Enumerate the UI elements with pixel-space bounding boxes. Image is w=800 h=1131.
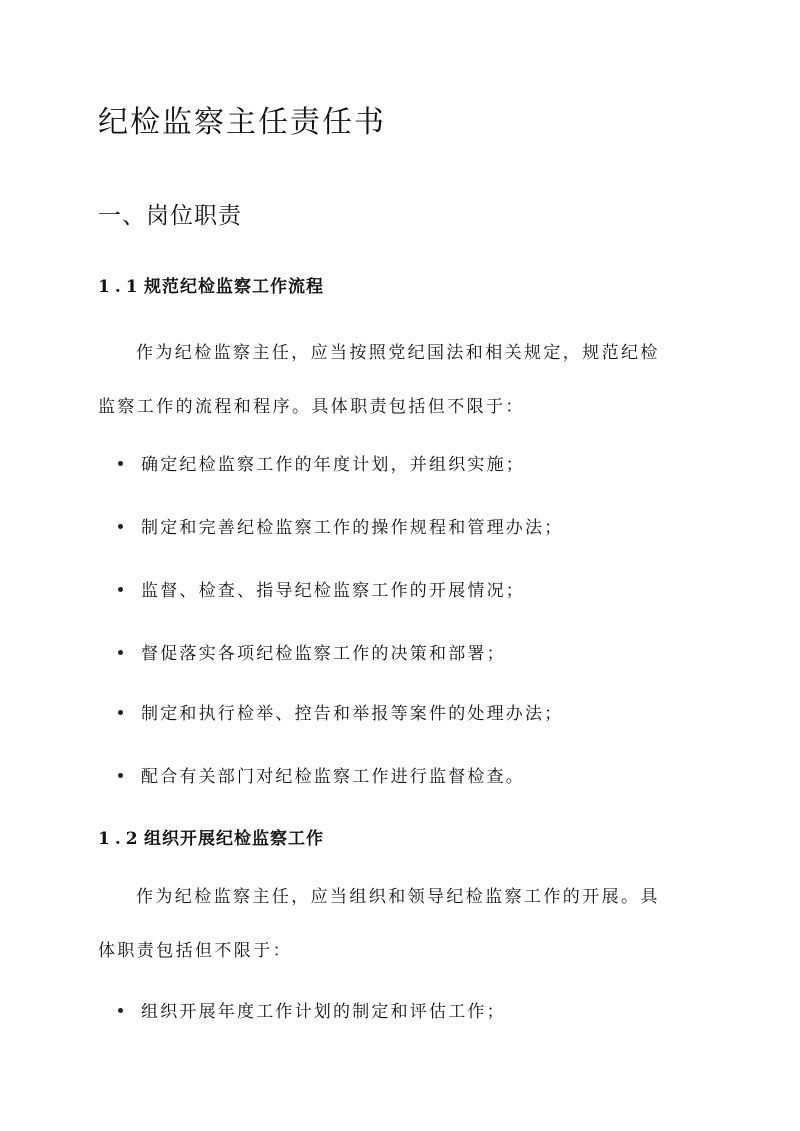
bullet-icon — [118, 524, 123, 529]
bullet-icon — [118, 650, 123, 655]
bullet-icon — [118, 773, 123, 778]
bullet-icon — [118, 710, 123, 715]
paragraph-line: 体职责包括但不限于： — [98, 941, 292, 961]
list-item-text: 确定纪检监察工作的年度计划，并组织实施； — [141, 455, 525, 475]
list-item-text: 监督、检查、指导纪检监察工作的开展情况； — [141, 581, 525, 601]
subsection-heading-1-2 — [98, 824, 324, 849]
subsection-heading-1-1 — [98, 272, 324, 297]
list-item — [118, 513, 563, 538]
bullet-icon — [118, 587, 123, 592]
list-item — [118, 576, 525, 601]
paragraph-1-2 — [98, 870, 718, 978]
list-item-text: 制定和执行检举、控告和举报等案件的处理办法； — [141, 704, 564, 724]
list-item-text: 制定和完善纪检监察工作的操作规程和管理办法； — [141, 518, 564, 538]
list-item-text: 督促落实各项纪检监察工作的决策和部署； — [141, 644, 506, 664]
bullet-icon — [118, 461, 123, 466]
subsection-number: 1.2 — [98, 829, 143, 849]
paragraph-line: 作为纪检监察主任，应当组织和领导纪检监察工作的开展。具 — [136, 887, 660, 907]
subsection-title: 规范纪检监察工作流程 — [144, 277, 324, 297]
document-title: 纪检监察主任责任书 — [98, 105, 386, 140]
list-item — [118, 997, 506, 1022]
list-item-text: 配合有关部门对纪检监察工作进行监督检查。 — [141, 767, 525, 787]
paragraph-line: 监察工作的流程和程序。具体职责包括但不限于： — [98, 397, 525, 417]
list-item-text: 组织开展年度工作计划的制定和评估工作； — [141, 1002, 506, 1022]
list-item — [118, 699, 563, 724]
paragraph-1-1 — [98, 326, 718, 434]
subsection-number: 1.1 — [98, 277, 143, 297]
subsection-title: 组织开展纪检监察工作 — [144, 829, 324, 849]
paragraph-line: 作为纪检监察主任，应当按照党纪国法和相关规定，规范纪检 — [136, 343, 660, 363]
list-item — [118, 450, 525, 475]
section-heading-duties: 一、岗位职责 — [98, 203, 242, 229]
list-item — [118, 762, 525, 787]
list-item — [118, 639, 506, 664]
bullet-icon — [118, 1008, 123, 1013]
